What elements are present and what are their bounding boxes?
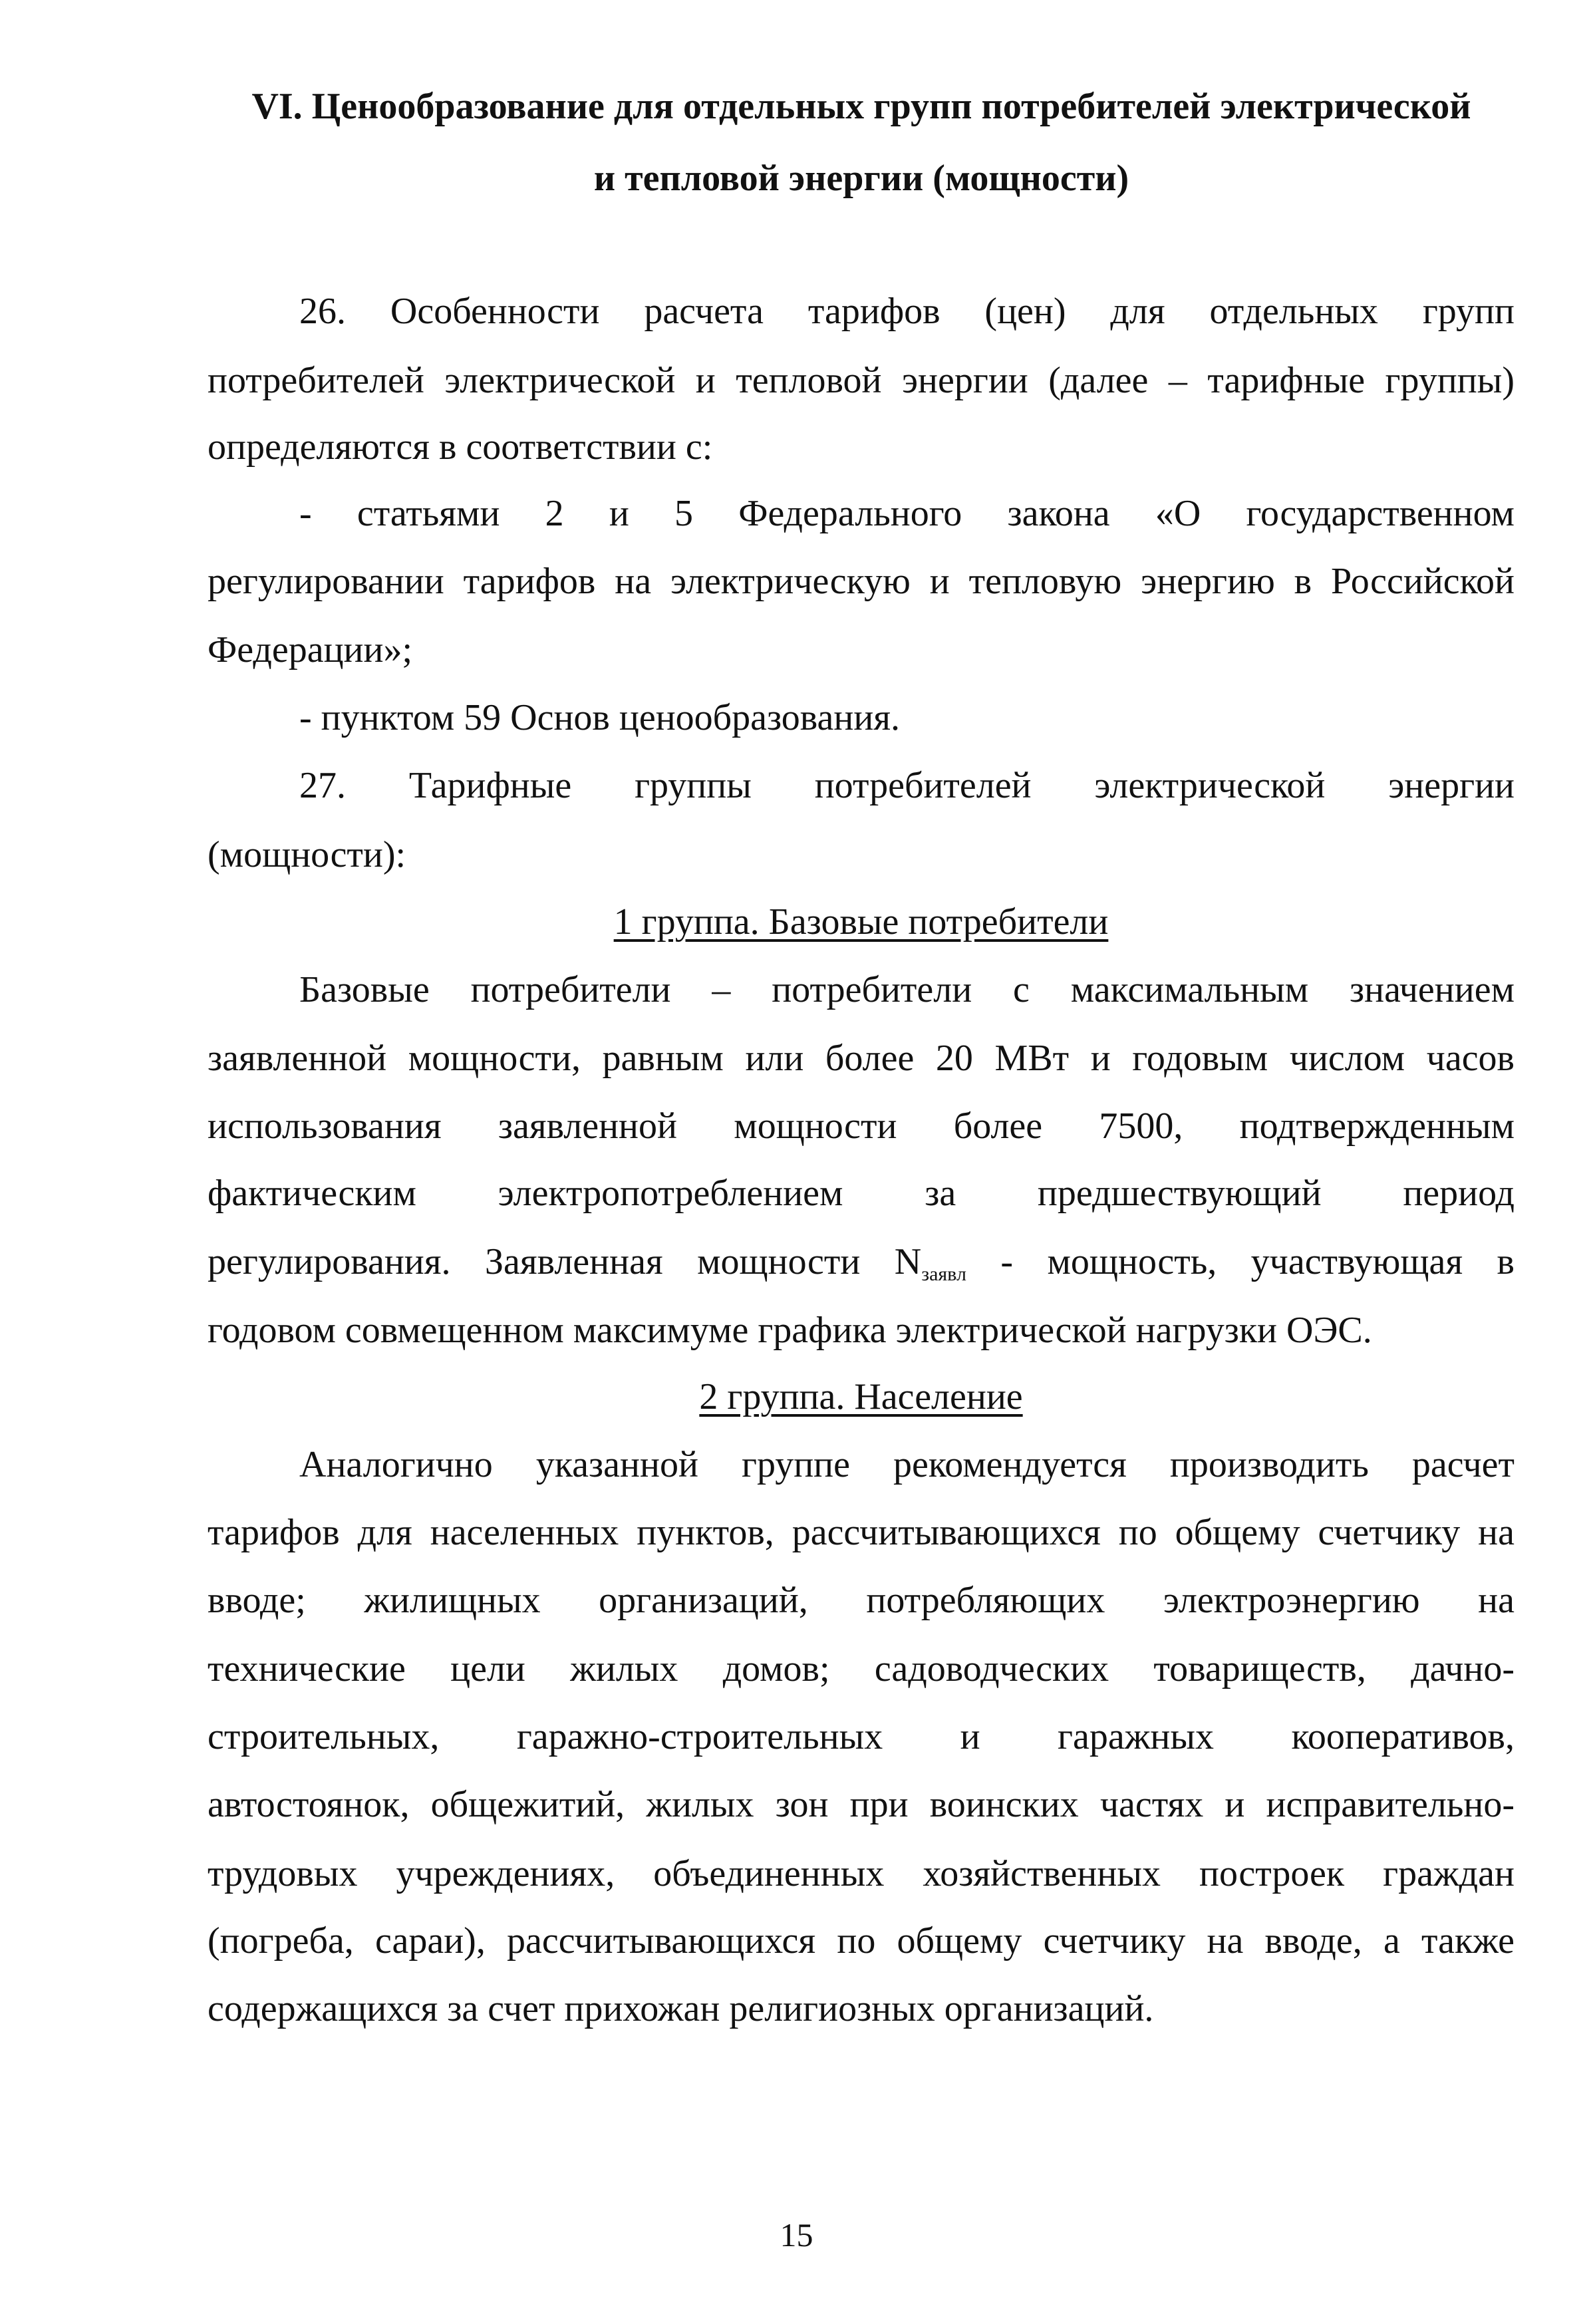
group-1-line-6: годовом совмещенном максимуме графика электрической нагрузки ОЭС. [208, 1310, 1372, 1351]
group-2-line-1: Аналогично указанной группе рекомендуется производить расчет [299, 1444, 1515, 1485]
page-number: 15 [780, 2216, 813, 2253]
list-item-1-line-1: - статьями 2 и 5 Федерального закона «О государственном [299, 493, 1515, 534]
group-1-line-3: использования заявленной мощности более 7500, подтвержденным [208, 1105, 1515, 1147]
group-2-line-7: трудовых учреждениях, объединенных хозяйственных построек граждан [208, 1853, 1515, 1894]
group-2-line-5: строительных, гаражно-строительных и гаражных кооперативов, [208, 1716, 1515, 1757]
list-item-1-line-2: регулировании тарифов на электрическую и тепловую энергию в Российской [208, 561, 1515, 602]
group-2-line-9: содержащихся за счет прихожан религиозных организаций. [208, 1988, 1154, 2029]
group-2-title [208, 1374, 1515, 1420]
group-1-line-5 [208, 1238, 1515, 1298]
paragraph-27-line-1: 27. Тарифные группы потребителей электрической энергии [299, 765, 1515, 806]
paragraph-26-line-2: потребителей электрической и тепловой энергии (далее – тарифные группы) [208, 360, 1515, 401]
group-2-line-8: (погреба, сараи), рассчитывающихся по общему счетчику на вводе, а также [208, 1920, 1515, 1961]
paragraph-27-line-2: (мощности): [208, 834, 406, 875]
group-1-line-5-end: - мощность, участвующая в [966, 1241, 1515, 1282]
group-1-line-4: фактическим электропотреблением за предшествующий период [208, 1173, 1515, 1214]
group-1-line-2: заявленной мощности, равным или более 20 МВт и годовым числом часов [208, 1038, 1515, 1079]
declared-power-subscript: заявл [921, 1263, 966, 1285]
group-1-title [208, 899, 1515, 945]
group-2-line-6: автостоянок, общежитий, жилых зон при воинских частях и исправительно- [208, 1784, 1515, 1825]
section-heading-line-2: и тепловой энергии (мощности) [593, 158, 1129, 199]
group-2-line-3: вводе; жилищных организаций, потребляющих электроэнергию на [208, 1580, 1515, 1621]
group-2-title-text: 2 группа. Население [699, 1376, 1023, 1417]
list-item-2-line-1: - пунктом 59 Основ ценообразования. [299, 697, 901, 738]
group-1-title-text: 1 группа. Базовые потребители [613, 901, 1109, 943]
list-item-1-line-3: Федерации»; [208, 629, 413, 670]
group-2-line-4: технические цели жилых домов; садоводческих товариществ, дачно- [208, 1648, 1515, 1689]
paragraph-26-line-1: 26. Особенности расчета тарифов (цен) для отдельных групп [299, 291, 1515, 332]
group-1-line-1: Базовые потребители – потребители с максимальным значением [299, 969, 1515, 1010]
group-1-line-5-start: регулирования. Заявленная мощности N [208, 1241, 922, 1282]
group-2-line-2: тарифов для населенных пунктов, рассчитывающихся по общему счетчику на [208, 1512, 1515, 1553]
section-heading-line-1: VI. Ценообразование для отдельных групп потребителей электрической [251, 86, 1471, 127]
paragraph-26-line-3: определяются в соответствии с: [208, 426, 713, 468]
